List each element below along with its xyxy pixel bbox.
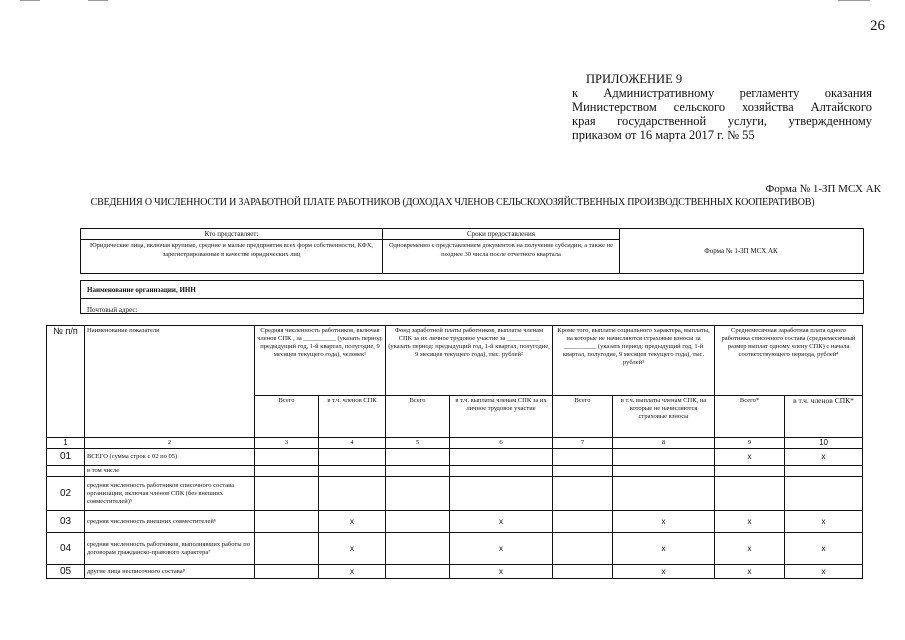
- row-value-c3: [255, 466, 319, 477]
- deadline-cell: [383, 229, 620, 273]
- row-value-c5: [386, 449, 450, 466]
- row-value-c7: [553, 511, 613, 533]
- subheader-total: Всего: [386, 396, 450, 438]
- row-value-c3: [255, 565, 319, 579]
- row-value-c3: [255, 533, 319, 565]
- page-number: 26: [870, 18, 885, 34]
- row-value-c9: [715, 477, 785, 511]
- column-number: 2: [85, 438, 255, 449]
- subheader-monthly-total: Всего*: [715, 396, 785, 438]
- header-average-headcount: Средняя численность работников, включая членов СПК , за __________ (указать период: предыдущий год, 1-й квартал, полугодие, 9 месяцев текущего года), человек¹: [255, 326, 386, 396]
- row-value-c4: [319, 449, 386, 466]
- row-indicator-name: в том числе: [85, 466, 255, 477]
- appendix-line: приказом от 16 марта 2017 г. № 55: [572, 128, 755, 142]
- row-value-c6: x: [450, 511, 553, 533]
- subheader-members-payments: в т.ч. выплаты членам СПК за их личное трудовое участие: [450, 396, 553, 438]
- row-value-c10: x: [785, 511, 863, 533]
- document-title: СВЕДЕНИЯ О ЧИСЛЕННОСТИ И ЗАРАБОТНОЙ ПЛАТЕ РАБОТНИКОВ (ДОХОДАХ ЧЛЕНОВ СЕЛЬСКОХОЗЯЙСТВЕННЫХ ПРОИЗВОДСТВЕННЫХ КООПЕРАТИВОВ): [90, 197, 815, 208]
- row-value-c7: [553, 565, 613, 579]
- deadline-text: Одновременно с представлением документов на получение субсидии, а также не позднее 30 числа после отчетного квартала: [388, 242, 613, 258]
- table-row: [47, 466, 863, 477]
- row-value-c3: [255, 449, 319, 466]
- header-indicator-name: Наименование показателя: [85, 326, 255, 438]
- row-indicator-name: другие лица несписочного состава⁸: [85, 565, 255, 579]
- column-number: 4: [319, 438, 386, 449]
- row-value-c8: x: [613, 511, 715, 533]
- row-value-c7: [553, 477, 613, 511]
- row-value-c4: x: [319, 533, 386, 565]
- appendix-block: [572, 72, 872, 142]
- form-name: Форма № 1-ЗП МСХ АК: [704, 247, 778, 255]
- organization-block: [80, 280, 864, 314]
- deadline-header: Сроки предоставления: [383, 229, 619, 240]
- row-indicator-name: средняя численность работников, выполнявших работы по договорам гражданско-правового характера⁷: [85, 533, 255, 565]
- row-value-c8: [613, 449, 715, 466]
- table-row: [47, 449, 863, 466]
- column-number: 9: [715, 438, 785, 449]
- who-text: Юридические лица, включая крупные, средние и малые предприятия всех форм собственности, КФХ, зарегистрированные в качестве юридических лиц: [89, 242, 374, 258]
- row-value-c8: [613, 477, 715, 511]
- row-value-c6: x: [450, 565, 553, 579]
- column-number: 8: [613, 438, 715, 449]
- org-divider: [81, 298, 863, 299]
- row-indicator-name: средняя численность работников списочного состава организации, включая членов СПК (без внешних совместителей)⁵: [85, 477, 255, 511]
- row-code: 03: [47, 511, 85, 533]
- row-value-c10: [785, 477, 863, 511]
- column-number: 10: [785, 438, 863, 449]
- subheader-total: Всего: [255, 396, 319, 438]
- row-value-c9: x: [715, 511, 785, 533]
- row-value-c9: x: [715, 533, 785, 565]
- who-submits-cell: [81, 229, 383, 273]
- subheader-members: в т.ч. членов СПК: [319, 396, 386, 438]
- column-number-row: [47, 438, 863, 449]
- row-value-c4: x: [319, 565, 386, 579]
- who-header: Кто представляет:: [81, 229, 382, 240]
- row-value-c5: [386, 477, 450, 511]
- column-number: 5: [386, 438, 450, 449]
- appendix-title: ПРИЛОЖЕНИЕ 9: [586, 72, 683, 86]
- row-value-c9: [715, 466, 785, 477]
- row-value-c8: [613, 466, 715, 477]
- column-number: 3: [255, 438, 319, 449]
- main-table: [46, 325, 863, 579]
- row-value-c4: [319, 466, 386, 477]
- table-row: [47, 533, 863, 565]
- form-name-cell: [620, 229, 862, 273]
- row-value-c7: [553, 466, 613, 477]
- header-number: № п/п: [47, 326, 85, 438]
- table-row: [47, 565, 863, 579]
- header-social-payments: Кроме того, выплаты социального характера, выплаты, на которые не начисляются страховые взносы за __________ (указать период: предыдущий год, 1-й квартал, полугодие, 9 месяцев текущего года), тыс. рублей³: [553, 326, 715, 396]
- appendix-line: края государственной услуги, утвержденному: [572, 114, 872, 128]
- org-name-label: Наименование организации, ИНН: [87, 286, 196, 294]
- appendix-line: Министерством сельского хозяйства Алтайского: [572, 100, 872, 114]
- appendix-line: к Административному регламенту оказания: [572, 86, 872, 100]
- row-value-c4: x: [319, 511, 386, 533]
- row-value-c7: [553, 449, 613, 466]
- submission-table: [80, 228, 864, 274]
- form-reference: Форма № 1-ЗП МСХ АК: [765, 183, 881, 195]
- column-number: 1: [47, 438, 85, 449]
- row-value-c3: [255, 511, 319, 533]
- row-indicator-name: ВСЕГО (сумма строк с 02 по 05): [85, 449, 255, 466]
- row-code: 01: [47, 449, 85, 466]
- row-value-c5: [386, 466, 450, 477]
- row-code: 04: [47, 533, 85, 565]
- row-value-c8: x: [613, 565, 715, 579]
- row-value-c7: [553, 533, 613, 565]
- row-value-c10: x: [785, 565, 863, 579]
- row-value-c10: x: [785, 533, 863, 565]
- row-code: 05: [47, 565, 85, 579]
- top-edge-mark-right: [838, 0, 870, 1]
- header-wage-fund: Фонд заработной платы работников, выплаты членам СПК за их личное трудовое участие за __________ (указать период: предыдущий год, 1-й квартал, полугодие, 9 месяцев текущего года), тыс. рублей²: [386, 326, 553, 396]
- row-value-c4: [319, 477, 386, 511]
- table-row: [47, 477, 863, 511]
- column-number: 7: [553, 438, 613, 449]
- row-value-c6: [450, 449, 553, 466]
- row-value-c6: x: [450, 533, 553, 565]
- row-value-c6: [450, 466, 553, 477]
- row-value-c9: x: [715, 449, 785, 466]
- postal-address-label: Почтовый адрес:: [87, 306, 138, 314]
- row-value-c5: [386, 533, 450, 565]
- row-value-c6: [450, 477, 553, 511]
- table-row: [47, 511, 863, 533]
- top-edge-mark-left: [20, 0, 40, 1]
- header-monthly-wage: Среднемесячная заработная плата одного работника списочного состава (среднемесячный размер выплат одному члену СПК) с начала соответствующего периода, рублей⁴: [715, 326, 863, 396]
- row-code: [47, 466, 85, 477]
- column-number: 6: [450, 438, 553, 449]
- row-value-c3: [255, 477, 319, 511]
- row-value-c8: x: [613, 533, 715, 565]
- row-indicator-name: средняя численность внешних совместителей⁶: [85, 511, 255, 533]
- top-edge-mark-center: [88, 0, 108, 1]
- row-code: 02: [47, 477, 85, 511]
- row-value-c10: x: [785, 449, 863, 466]
- subheader-monthly-members: в т.ч. членов СПК*: [785, 396, 863, 438]
- row-value-c5: [386, 565, 450, 579]
- subheader-members-social: в т.ч. выплаты членам СПК, на которые не начисляются страховые взносы: [613, 396, 715, 438]
- row-value-c5: [386, 511, 450, 533]
- row-value-c9: x: [715, 565, 785, 579]
- row-value-c10: [785, 466, 863, 477]
- subheader-total: Всего: [553, 396, 613, 438]
